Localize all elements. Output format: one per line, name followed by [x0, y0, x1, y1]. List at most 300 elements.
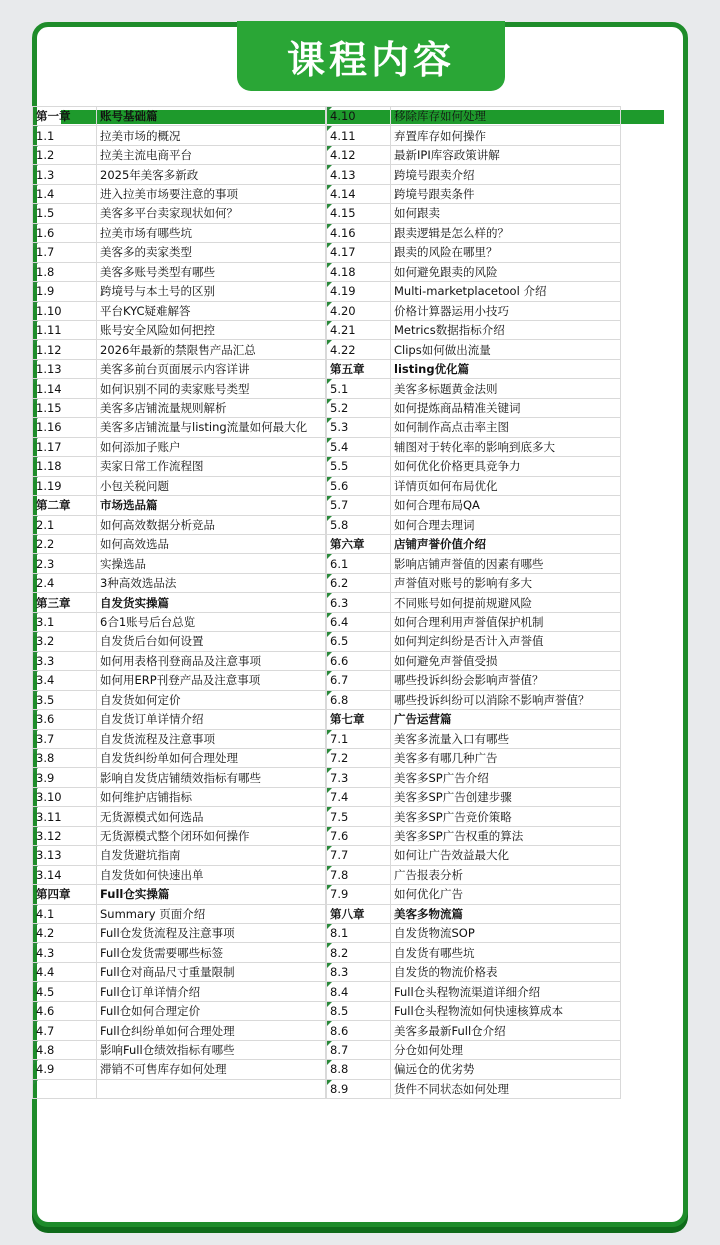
- lesson-number: 4.7: [33, 1021, 97, 1040]
- lesson-number: 5.8: [327, 515, 391, 534]
- lesson-row: [327, 768, 621, 787]
- lesson-title: 如何让广告效益最大化: [391, 846, 621, 865]
- lesson-row: [33, 924, 326, 943]
- lesson-row: [327, 1001, 621, 1020]
- lesson-title: 自发货物流SOP: [391, 924, 621, 943]
- lesson-number: 1.16: [33, 418, 97, 437]
- lesson-row: [327, 593, 621, 612]
- lesson-row: [33, 1060, 326, 1079]
- lesson-title: 如何优化价格更具竞争力: [391, 457, 621, 476]
- lesson-row: [327, 729, 621, 748]
- lesson-number: 6.2: [327, 573, 391, 592]
- lesson-row: [327, 457, 621, 476]
- lesson-row: [33, 807, 326, 826]
- lesson-number: 4.2: [33, 924, 97, 943]
- chapter-row: [327, 359, 621, 378]
- lesson-number: 8.6: [327, 1021, 391, 1040]
- lesson-title: 如何优化广告: [391, 885, 621, 904]
- lesson-row: [33, 340, 326, 359]
- lesson-number: 3.10: [33, 787, 97, 806]
- lesson-row: [33, 184, 326, 203]
- lesson-row: [327, 107, 621, 126]
- lesson-number: 4.15: [327, 204, 391, 223]
- lesson-number: 1.18: [33, 457, 97, 476]
- lesson-title: Full仓头程物流如何快速核算成本: [391, 1001, 621, 1020]
- lesson-number: 第五章: [327, 359, 391, 378]
- lesson-title: 平台KYC疑难解答: [97, 301, 326, 320]
- lesson-title: 弃置库存如何操作: [391, 126, 621, 145]
- lesson-row: [327, 671, 621, 690]
- lesson-title: Full仓对商品尺寸重量限制: [97, 962, 326, 981]
- lesson-title: 如何合理利用声誉值保护机制: [391, 612, 621, 631]
- lesson-title: 市场选品篇: [97, 496, 326, 515]
- lesson-number: 4.5: [33, 982, 97, 1001]
- lesson-number: 4.16: [327, 223, 391, 242]
- lesson-row: [327, 223, 621, 242]
- lesson-number: 1.12: [33, 340, 97, 359]
- lesson-title: 自发货实操篇: [97, 593, 326, 612]
- lesson-row: [33, 846, 326, 865]
- lesson-title: 拉美主流电商平台: [97, 145, 326, 164]
- lesson-title: 分仓如何处理: [391, 1040, 621, 1059]
- lesson-title: 影响Full仓绩效指标有哪些: [97, 1040, 326, 1059]
- lesson-row: [33, 126, 326, 145]
- lesson-number: 5.2: [327, 398, 391, 417]
- lesson-row: [327, 204, 621, 223]
- lesson-title: 跨境号跟卖介绍: [391, 165, 621, 184]
- lesson-number: 8.5: [327, 1001, 391, 1020]
- lesson-title: 无货源模式整个闭环如何操作: [97, 826, 326, 845]
- lesson-number: 6.4: [327, 612, 391, 631]
- lesson-number: 7.9: [327, 885, 391, 904]
- lesson-number: 6.8: [327, 690, 391, 709]
- lesson-title: 美客多最新Full仓介绍: [391, 1021, 621, 1040]
- lesson-number: 2.3: [33, 554, 97, 573]
- lesson-row: [327, 943, 621, 962]
- lesson-title: 如何避免声誉值受损: [391, 651, 621, 670]
- lesson-row: [327, 262, 621, 281]
- lesson-row: [33, 457, 326, 476]
- lesson-title: 广告运营篇: [391, 710, 621, 729]
- lesson-number: 5.4: [327, 437, 391, 456]
- lesson-row: [33, 826, 326, 845]
- lesson-number: 1.3: [33, 165, 97, 184]
- lesson-row: [33, 359, 326, 378]
- lesson-number: 4.14: [327, 184, 391, 203]
- lesson-number: 1.13: [33, 359, 97, 378]
- lesson-row: [327, 1060, 621, 1079]
- lesson-number: 8.1: [327, 924, 391, 943]
- lesson-number: 3.8: [33, 748, 97, 767]
- lesson-title: 美客多SP广告竞价策略: [391, 807, 621, 826]
- lesson-number: 4.10: [327, 107, 391, 126]
- lesson-title: 如何添加子账户: [97, 437, 326, 456]
- lesson-number: 7.2: [327, 748, 391, 767]
- lesson-number: 3.6: [33, 710, 97, 729]
- lesson-row: [33, 301, 326, 320]
- lesson-row: [327, 924, 621, 943]
- lesson-title: 进入拉美市场要注意的事项: [97, 184, 326, 203]
- lesson-title: Full仓发货需要哪些标签: [97, 943, 326, 962]
- lesson-row: [327, 748, 621, 767]
- lesson-row: [33, 262, 326, 281]
- lesson-number: 2.4: [33, 573, 97, 592]
- lesson-row: [327, 379, 621, 398]
- lesson-number: 3.9: [33, 768, 97, 787]
- lesson-number: 4.22: [327, 340, 391, 359]
- lesson-title: Metrics数据指标介绍: [391, 320, 621, 339]
- lesson-row: [327, 982, 621, 1001]
- chapter-row: [327, 710, 621, 729]
- lesson-number: 1.7: [33, 243, 97, 262]
- lesson-number: 1.4: [33, 184, 97, 203]
- chapter-row: [33, 593, 326, 612]
- lesson-number: 7.5: [327, 807, 391, 826]
- chapter-row: [327, 904, 621, 923]
- lesson-number: 6.5: [327, 632, 391, 651]
- lesson-number: 3.3: [33, 651, 97, 670]
- lesson-number: 5.5: [327, 457, 391, 476]
- lesson-title: 哪些投诉纠纷会影响声誉值？: [391, 671, 621, 690]
- lesson-title: 美客多账号类型有哪些: [97, 262, 326, 281]
- lesson-title: 不同账号如何提前规避风险: [391, 593, 621, 612]
- lesson-title: 移除库存如何处理: [391, 107, 621, 126]
- lesson-row: [327, 476, 621, 495]
- lesson-row: [327, 282, 621, 301]
- lesson-row: [327, 690, 621, 709]
- lesson-row: [33, 768, 326, 787]
- lesson-title: 如何制作高点击率主图: [391, 418, 621, 437]
- lesson-number: 1.6: [33, 223, 97, 242]
- lesson-title: 自发货的物流价格表: [391, 962, 621, 981]
- lesson-row: [33, 612, 326, 631]
- lesson-title: 实操选品: [97, 554, 326, 573]
- lesson-title: 如何用表格刊登商品及注意事项: [97, 651, 326, 670]
- lesson-row: [33, 1001, 326, 1020]
- lesson-row: [327, 1021, 621, 1040]
- lesson-title: 影响店铺声誉值的因素有哪些: [391, 554, 621, 573]
- lesson-row: [327, 651, 621, 670]
- lesson-row: [327, 826, 621, 845]
- lesson-number: 1.2: [33, 145, 97, 164]
- lesson-number: 8.2: [327, 943, 391, 962]
- lesson-title: 美客多SP广告介绍: [391, 768, 621, 787]
- lesson-number: 4.6: [33, 1001, 97, 1020]
- lesson-title: 如何维护店铺指标: [97, 787, 326, 806]
- lesson-row: [33, 437, 326, 456]
- lesson-number: 6.3: [327, 593, 391, 612]
- lesson-row: [33, 1079, 326, 1098]
- lesson-number: 8.3: [327, 962, 391, 981]
- lesson-title: [97, 1079, 326, 1098]
- lesson-row: [327, 573, 621, 592]
- lesson-number: 8.4: [327, 982, 391, 1001]
- lesson-title: 自发货订单详情介绍: [97, 710, 326, 729]
- lesson-number: 3.2: [33, 632, 97, 651]
- lesson-row: [327, 885, 621, 904]
- lesson-title: 跟卖逻辑是怎么样的？: [391, 223, 621, 242]
- lesson-title: 自发货避坑指南: [97, 846, 326, 865]
- lesson-number: 2.2: [33, 534, 97, 553]
- lesson-title: 2026年最新的禁限售产品汇总: [97, 340, 326, 359]
- lesson-row: [327, 243, 621, 262]
- lesson-number: 3.1: [33, 612, 97, 631]
- lesson-number: [33, 1079, 97, 1098]
- lesson-title: Full仓发货流程及注意事项: [97, 924, 326, 943]
- lesson-row: [327, 418, 621, 437]
- lesson-number: 4.19: [327, 282, 391, 301]
- lesson-row: [33, 1021, 326, 1040]
- lesson-number: 4.13: [327, 165, 391, 184]
- lesson-number: 1.8: [33, 262, 97, 281]
- lesson-title: 美客多店铺流量与listing流量如何最大化: [97, 418, 326, 437]
- lesson-number: 5.1: [327, 379, 391, 398]
- lesson-title: 最新IPI库容政策讲解: [391, 145, 621, 164]
- lesson-number: 4.3: [33, 943, 97, 962]
- lesson-title: Full仓头程物流渠道详细介绍: [391, 982, 621, 1001]
- lesson-title: Multi-marketplacetool 介绍: [391, 282, 621, 301]
- lesson-row: [33, 282, 326, 301]
- lesson-row: [33, 710, 326, 729]
- lesson-row: [33, 729, 326, 748]
- lesson-row: [33, 962, 326, 981]
- lesson-row: [33, 554, 326, 573]
- lesson-title: 广告报表分析: [391, 865, 621, 884]
- lesson-number: 1.9: [33, 282, 97, 301]
- lesson-title: 自发货如何快速出单: [97, 865, 326, 884]
- lesson-row: [33, 418, 326, 437]
- lesson-number: 4.1: [33, 904, 97, 923]
- lesson-number: 6.1: [327, 554, 391, 573]
- lesson-number: 8.8: [327, 1060, 391, 1079]
- lesson-row: [33, 671, 326, 690]
- lesson-row: [327, 846, 621, 865]
- lesson-title: 自发货后台如何设置: [97, 632, 326, 651]
- chapter-row: [33, 885, 326, 904]
- lesson-title: 3种高效选品法: [97, 573, 326, 592]
- lesson-number: 4.21: [327, 320, 391, 339]
- lesson-row: [33, 476, 326, 495]
- lesson-row: [327, 554, 621, 573]
- lesson-title: 美客多标题黄金法则: [391, 379, 621, 398]
- lesson-row: [327, 807, 621, 826]
- lesson-number: 4.17: [327, 243, 391, 262]
- lesson-number: 3.7: [33, 729, 97, 748]
- lesson-row: [327, 398, 621, 417]
- lesson-title: 跨境号跟卖条件: [391, 184, 621, 203]
- lesson-title: 美客多前台页面展示内容详讲: [97, 359, 326, 378]
- lesson-number: 7.6: [327, 826, 391, 845]
- lesson-title: 如何高效数据分析竞品: [97, 515, 326, 534]
- lesson-title: 自发货纠纷单如何合理处理: [97, 748, 326, 767]
- lesson-number: 4.20: [327, 301, 391, 320]
- lesson-number: 1.19: [33, 476, 97, 495]
- lesson-title: 卖家日常工作流程图: [97, 457, 326, 476]
- lesson-number: 4.4: [33, 962, 97, 981]
- lesson-number: 2.1: [33, 515, 97, 534]
- lesson-row: [33, 223, 326, 242]
- lesson-title: 偏远仓的优劣势: [391, 1060, 621, 1079]
- lesson-title: 无货源模式如何选品: [97, 807, 326, 826]
- lesson-number: 1.11: [33, 320, 97, 339]
- lesson-title: 如何提炼商品精准关键词: [391, 398, 621, 417]
- lesson-title: 美客多平台卖家现状如何？: [97, 204, 326, 223]
- lesson-number: 1.10: [33, 301, 97, 320]
- lesson-number: 第一章: [33, 107, 97, 126]
- lesson-number: 3.14: [33, 865, 97, 884]
- lesson-row: [327, 515, 621, 534]
- lesson-number: 8.9: [327, 1079, 391, 1098]
- lesson-title: 账号安全风险如何把控: [97, 320, 326, 339]
- lesson-number: 第七章: [327, 710, 391, 729]
- lesson-title: 影响自发货店铺绩效指标有哪些: [97, 768, 326, 787]
- lesson-title: 账号基础篇: [97, 107, 326, 126]
- lesson-title: 滞销不可售库存如何处理: [97, 1060, 326, 1079]
- lesson-row: [327, 165, 621, 184]
- lesson-title: listing优化篇: [391, 359, 621, 378]
- lesson-title: Clips如何做出流量: [391, 340, 621, 359]
- lesson-row: [33, 651, 326, 670]
- lesson-row: [33, 398, 326, 417]
- lesson-title: 如何用ERP刊登产品及注意事项: [97, 671, 326, 690]
- lesson-row: [33, 145, 326, 164]
- course-outline: [32, 106, 621, 1099]
- lesson-title: 价格计算器运用小技巧: [391, 301, 621, 320]
- lesson-title: 如何合理布局QA: [391, 496, 621, 515]
- lesson-row: [327, 340, 621, 359]
- lesson-title: 2025年美客多新政: [97, 165, 326, 184]
- lesson-title: 拉美市场的概况: [97, 126, 326, 145]
- lesson-number: 第三章: [33, 593, 97, 612]
- lesson-row: [327, 632, 621, 651]
- lesson-row: [33, 165, 326, 184]
- lesson-row: [327, 145, 621, 164]
- lesson-title: 拉美市场有哪些坑: [97, 223, 326, 242]
- lesson-row: [327, 184, 621, 203]
- lesson-title: 声誉值对账号的影响有多大: [391, 573, 621, 592]
- lesson-number: 4.9: [33, 1060, 97, 1079]
- lesson-number: 1.1: [33, 126, 97, 145]
- lesson-title: Summary 页面介绍: [97, 904, 326, 923]
- lesson-row: [33, 204, 326, 223]
- lesson-row: [327, 496, 621, 515]
- lesson-title: Full仓如何合理定价: [97, 1001, 326, 1020]
- lesson-title: 跨境号与本土号的区别: [97, 282, 326, 301]
- lesson-row: [327, 787, 621, 806]
- lesson-number: 6.6: [327, 651, 391, 670]
- lesson-title: 货件不同状态如何处理: [391, 1079, 621, 1098]
- lesson-number: 7.7: [327, 846, 391, 865]
- lesson-row: [327, 301, 621, 320]
- lesson-number: 5.3: [327, 418, 391, 437]
- lesson-row: [33, 573, 326, 592]
- lesson-number: 第二章: [33, 496, 97, 515]
- lesson-title: 跟卖的风险在哪里？: [391, 243, 621, 262]
- lesson-number: 6.7: [327, 671, 391, 690]
- lesson-number: 4.12: [327, 145, 391, 164]
- lesson-number: 第四章: [33, 885, 97, 904]
- lesson-title: 如何跟卖: [391, 204, 621, 223]
- lesson-number: 7.8: [327, 865, 391, 884]
- lesson-title: 详情页如何布局优化: [391, 476, 621, 495]
- lesson-title: 小包关税问题: [97, 476, 326, 495]
- lesson-number: 7.1: [327, 729, 391, 748]
- lesson-row: [33, 748, 326, 767]
- lesson-title: 美客多有哪几种广告: [391, 748, 621, 767]
- lesson-title: 美客多SP广告创建步骤: [391, 787, 621, 806]
- lesson-number: 1.17: [33, 437, 97, 456]
- lesson-title: 自发货有哪些坑: [391, 943, 621, 962]
- lesson-title: 美客多物流篇: [391, 904, 621, 923]
- lesson-title: 美客多店铺流量规则解析: [97, 398, 326, 417]
- lesson-number: 5.6: [327, 476, 391, 495]
- lesson-row: [33, 534, 326, 553]
- lesson-row: [327, 1079, 621, 1098]
- lesson-title: 6合1账号后台总览: [97, 612, 326, 631]
- lesson-number: 第六章: [327, 534, 391, 553]
- lesson-number: 4.11: [327, 126, 391, 145]
- lesson-number: 3.5: [33, 690, 97, 709]
- lesson-title: 哪些投诉纠纷可以消除不影响声誉值？: [391, 690, 621, 709]
- lesson-row: [33, 1040, 326, 1059]
- lesson-row: [33, 943, 326, 962]
- lesson-row: [33, 787, 326, 806]
- lesson-row: [33, 379, 326, 398]
- lesson-title: 如何合理去理词: [391, 515, 621, 534]
- lesson-row: [33, 904, 326, 923]
- lesson-title: 美客多流量入口有哪些: [391, 729, 621, 748]
- lesson-title: 如何识别不同的卖家账号类型: [97, 379, 326, 398]
- lesson-number: 4.18: [327, 262, 391, 281]
- lesson-number: 5.7: [327, 496, 391, 515]
- lesson-number: 1.14: [33, 379, 97, 398]
- chapter-row: [33, 107, 326, 126]
- page-title: 课程内容: [237, 21, 505, 91]
- lesson-title: Full仓订单详情介绍: [97, 982, 326, 1001]
- lesson-number: 3.13: [33, 846, 97, 865]
- lesson-number: 第八章: [327, 904, 391, 923]
- lesson-row: [327, 962, 621, 981]
- lesson-number: 3.4: [33, 671, 97, 690]
- lesson-row: [33, 865, 326, 884]
- lesson-row: [327, 1040, 621, 1059]
- course-table-right: [326, 106, 621, 1099]
- lesson-number: 4.8: [33, 1040, 97, 1059]
- lesson-title: 自发货如何定价: [97, 690, 326, 709]
- course-table-left: [32, 106, 326, 1099]
- lesson-title: Full仓纠纷单如何合理处理: [97, 1021, 326, 1040]
- lesson-title: 美客多的卖家类型: [97, 243, 326, 262]
- lesson-row: [327, 865, 621, 884]
- lesson-title: 美客多SP广告权重的算法: [391, 826, 621, 845]
- lesson-title: 如何判定纠纷是否计入声誉值: [391, 632, 621, 651]
- chapter-row: [33, 496, 326, 515]
- lesson-title: 辅图对于转化率的影响到底多大: [391, 437, 621, 456]
- lesson-row: [327, 320, 621, 339]
- lesson-row: [33, 243, 326, 262]
- lesson-title: 如何高效选品: [97, 534, 326, 553]
- lesson-number: 3.11: [33, 807, 97, 826]
- lesson-row: [327, 126, 621, 145]
- lesson-number: 1.15: [33, 398, 97, 417]
- lesson-number: 8.7: [327, 1040, 391, 1059]
- lesson-title: 如何避免跟卖的风险: [391, 262, 621, 281]
- lesson-number: 7.4: [327, 787, 391, 806]
- lesson-number: 3.12: [33, 826, 97, 845]
- lesson-row: [33, 632, 326, 651]
- lesson-title: Full仓实操篇: [97, 885, 326, 904]
- lesson-number: 1.5: [33, 204, 97, 223]
